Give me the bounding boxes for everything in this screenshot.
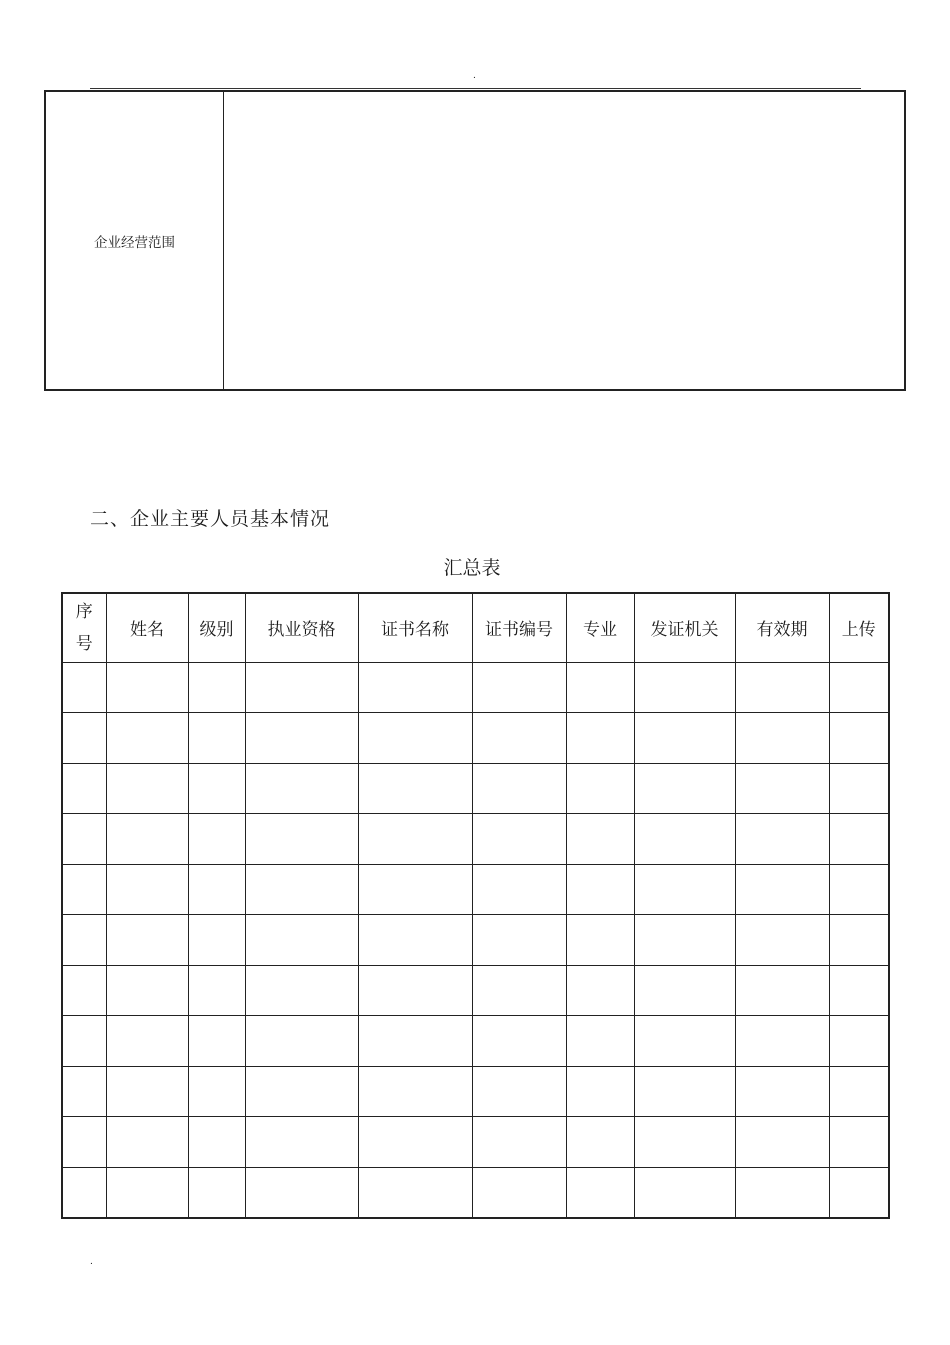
business-scope-label: 企业经营范围 — [46, 92, 224, 389]
header-rule — [90, 88, 861, 89]
table-cell[interactable] — [735, 1066, 829, 1117]
table-cell[interactable] — [566, 1016, 634, 1067]
table-cell[interactable] — [106, 1167, 188, 1218]
table-cell[interactable] — [634, 1016, 735, 1067]
table-cell[interactable] — [829, 814, 889, 865]
table-cell[interactable] — [829, 965, 889, 1016]
table-cell[interactable] — [106, 763, 188, 814]
table-cell[interactable] — [62, 965, 106, 1016]
header-name: 姓名 — [106, 593, 188, 662]
table-cell[interactable] — [358, 1167, 472, 1218]
table-cell[interactable] — [735, 915, 829, 966]
table-cell[interactable] — [62, 1066, 106, 1117]
table-cell[interactable] — [735, 763, 829, 814]
table-row — [62, 915, 889, 966]
table-cell[interactable] — [245, 864, 358, 915]
table-cell[interactable] — [188, 1066, 245, 1117]
table-cell[interactable] — [62, 713, 106, 764]
table-cell[interactable] — [735, 662, 829, 713]
table-cell[interactable] — [106, 1066, 188, 1117]
table-cell[interactable] — [106, 1016, 188, 1067]
table-cell[interactable] — [829, 915, 889, 966]
table-cell[interactable] — [472, 1066, 566, 1117]
table-cell[interactable] — [358, 915, 472, 966]
table-cell[interactable] — [358, 1066, 472, 1117]
table-cell[interactable] — [566, 864, 634, 915]
table-cell[interactable] — [472, 864, 566, 915]
header-seq-line1: 序 — [75, 601, 93, 622]
table-cell[interactable] — [829, 763, 889, 814]
table-cell[interactable] — [735, 965, 829, 1016]
business-scope-value[interactable] — [224, 92, 904, 389]
header-issuer: 发证机关 — [634, 593, 735, 662]
table-cell[interactable] — [566, 713, 634, 764]
table-cell[interactable] — [566, 915, 634, 966]
table-cell[interactable] — [634, 915, 735, 966]
table-cell[interactable] — [188, 864, 245, 915]
page-mark-bottom: . — [90, 1257, 93, 1267]
table-cell[interactable] — [62, 1167, 106, 1218]
table-cell[interactable] — [358, 1117, 472, 1168]
table-cell[interactable] — [472, 713, 566, 764]
header-cert-name: 证书名称 — [358, 593, 472, 662]
header-major: 专业 — [566, 593, 634, 662]
table-row — [62, 763, 889, 814]
table-row — [62, 1066, 889, 1117]
table-cell[interactable] — [188, 915, 245, 966]
table-cell[interactable] — [245, 915, 358, 966]
table-row — [62, 662, 889, 713]
table-cell[interactable] — [245, 1016, 358, 1067]
table-cell[interactable] — [472, 965, 566, 1016]
table-cell[interactable] — [829, 864, 889, 915]
table-cell[interactable] — [735, 1016, 829, 1067]
table-cell[interactable] — [245, 1167, 358, 1218]
table-body — [62, 662, 889, 1218]
table-cell[interactable] — [472, 763, 566, 814]
table-cell[interactable] — [634, 1117, 735, 1168]
table-cell[interactable] — [634, 965, 735, 1016]
table-cell[interactable] — [634, 1167, 735, 1218]
table-cell[interactable] — [358, 864, 472, 915]
table-cell[interactable] — [735, 814, 829, 865]
table-cell[interactable] — [829, 713, 889, 764]
business-scope-table — [44, 90, 906, 391]
table-cell[interactable] — [358, 662, 472, 713]
table-cell[interactable] — [358, 763, 472, 814]
table-row — [62, 814, 889, 865]
table-cell[interactable] — [735, 864, 829, 915]
table-row — [62, 1016, 889, 1067]
table-cell[interactable] — [245, 1066, 358, 1117]
header-seq — [62, 593, 106, 662]
header-seq-line2: 号 — [75, 633, 93, 654]
table-cell[interactable] — [735, 1167, 829, 1218]
table-cell[interactable] — [566, 965, 634, 1016]
table-cell[interactable] — [472, 1016, 566, 1067]
page-mark-top: . — [473, 71, 476, 81]
table-cell[interactable] — [829, 1016, 889, 1067]
table-cell[interactable] — [62, 915, 106, 966]
table-cell[interactable] — [106, 713, 188, 764]
table-cell[interactable] — [634, 864, 735, 915]
table-cell[interactable] — [62, 763, 106, 814]
table-cell[interactable] — [188, 1117, 245, 1168]
table-cell[interactable] — [245, 763, 358, 814]
table-cell[interactable] — [106, 1117, 188, 1168]
table-row — [62, 713, 889, 764]
table-cell[interactable] — [358, 1016, 472, 1067]
table-cell[interactable] — [188, 1016, 245, 1067]
table-cell[interactable] — [566, 662, 634, 713]
table-cell[interactable] — [245, 662, 358, 713]
header-upload: 上传 — [829, 593, 889, 662]
section-heading: 二、企业主要人员基本情况 — [90, 508, 331, 530]
table-title: 汇总表 — [443, 557, 501, 579]
table-cell[interactable] — [566, 1167, 634, 1218]
table-cell[interactable] — [566, 1117, 634, 1168]
table-cell[interactable] — [358, 713, 472, 764]
table-cell[interactable] — [634, 662, 735, 713]
table-cell[interactable] — [829, 1066, 889, 1117]
table-row — [62, 864, 889, 915]
table-cell[interactable] — [829, 1117, 889, 1168]
header-validity: 有效期 — [735, 593, 829, 662]
table-cell[interactable] — [188, 965, 245, 1016]
table-cell[interactable] — [62, 1117, 106, 1168]
table-cell[interactable] — [245, 814, 358, 865]
table-row — [62, 1117, 889, 1168]
table-cell[interactable] — [62, 864, 106, 915]
table-cell[interactable] — [106, 965, 188, 1016]
table-cell[interactable] — [62, 814, 106, 865]
personnel-summary-table — [61, 592, 890, 1219]
table-cell[interactable] — [634, 763, 735, 814]
table-cell[interactable] — [735, 713, 829, 764]
table-cell[interactable] — [634, 814, 735, 865]
header-qualification: 执业资格 — [245, 593, 358, 662]
table-cell[interactable] — [634, 713, 735, 764]
table-cell[interactable] — [472, 915, 566, 966]
header-cert-no: 证书编号 — [472, 593, 566, 662]
table-cell[interactable] — [106, 915, 188, 966]
table-cell[interactable] — [188, 662, 245, 713]
table-cell[interactable] — [245, 1117, 358, 1168]
table-title-wrap — [0, 553, 950, 580]
table-cell[interactable] — [472, 814, 566, 865]
table-cell[interactable] — [472, 1117, 566, 1168]
table-row — [62, 1167, 889, 1218]
table-cell[interactable] — [358, 965, 472, 1016]
table-cell[interactable] — [245, 713, 358, 764]
table-cell[interactable] — [566, 763, 634, 814]
table-cell[interactable] — [62, 662, 106, 713]
table-cell[interactable] — [106, 814, 188, 865]
table-cell[interactable] — [829, 662, 889, 713]
table-cell[interactable] — [829, 1167, 889, 1218]
table-cell[interactable] — [634, 1066, 735, 1117]
table-cell[interactable] — [62, 1016, 106, 1067]
table-cell[interactable] — [472, 662, 566, 713]
table-cell[interactable] — [245, 965, 358, 1016]
table-cell[interactable] — [106, 864, 188, 915]
table-cell[interactable] — [566, 1066, 634, 1117]
table-cell[interactable] — [566, 814, 634, 865]
table-cell[interactable] — [472, 1167, 566, 1218]
header-level: 级别 — [188, 593, 245, 662]
table-cell[interactable] — [358, 814, 472, 865]
table-row — [62, 965, 889, 1016]
table-cell[interactable] — [188, 814, 245, 865]
table-cell[interactable] — [188, 713, 245, 764]
table-cell[interactable] — [106, 662, 188, 713]
table-cell[interactable] — [188, 1167, 245, 1218]
table-cell[interactable] — [735, 1117, 829, 1168]
table-header-row — [62, 593, 889, 662]
table-cell[interactable] — [188, 763, 245, 814]
